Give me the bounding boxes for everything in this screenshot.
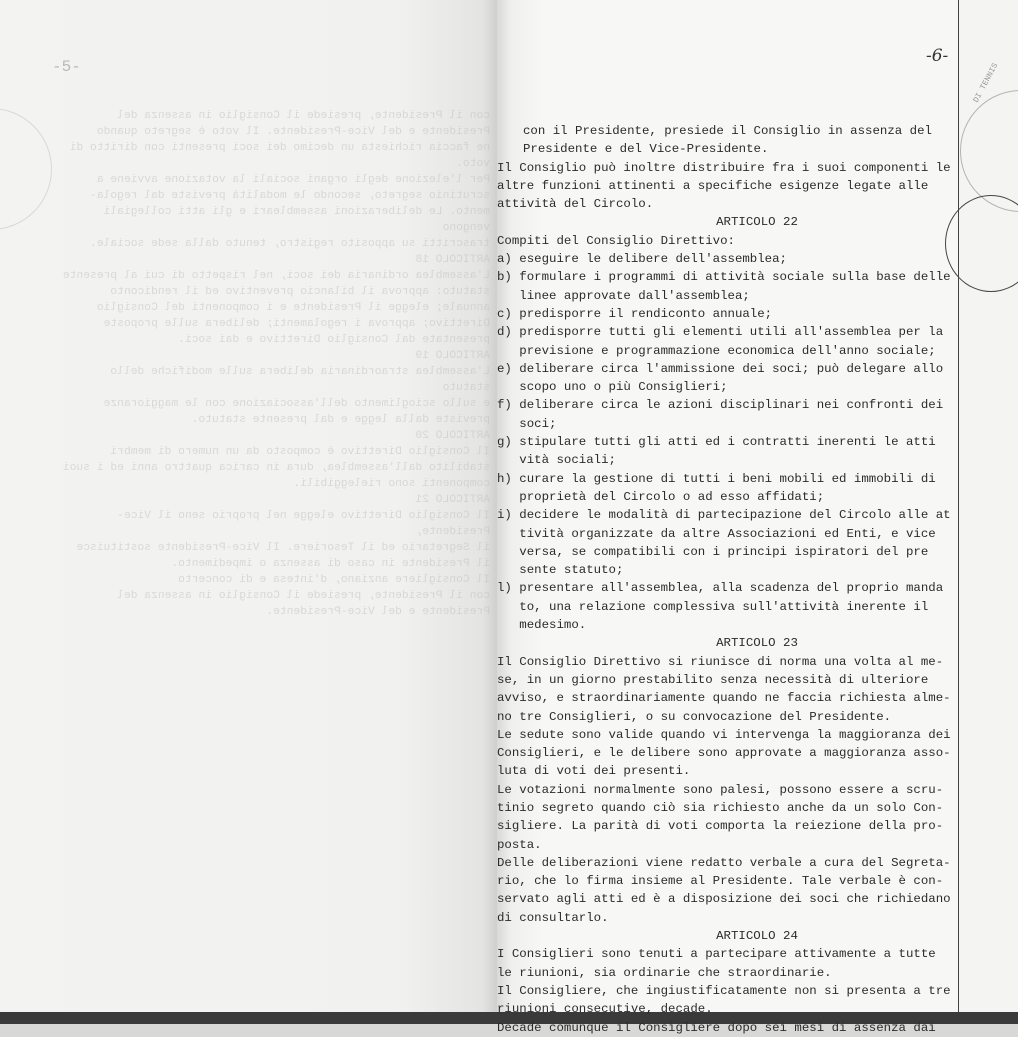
text-line: Le votazioni normalmente sono palesi, possono essere a scru- xyxy=(497,782,944,797)
text-line: soci; xyxy=(497,416,557,431)
bleed-line: con il Presidente, presiede il Consiglio in assenza del xyxy=(117,110,490,122)
text-line: attività del Circolo. xyxy=(497,197,654,212)
text-line: Consiglieri, e le delibere sono approvate a maggioranza asso- xyxy=(497,746,951,761)
bleed-line: ARTICOLO 18 xyxy=(415,254,490,266)
text-line: di consultarlo. xyxy=(497,910,609,925)
text-line: Il Consiglio Direttivo si riunisce di norma una volta al me- xyxy=(497,654,944,669)
bleed-line: Presidente e del Vice-Presidente. Il voto è segreto quando xyxy=(96,126,490,138)
text-line: no tre Consiglieri, o su convocazione del Presidente. xyxy=(497,709,892,724)
bleed-line: Presidente e del Vice-Presidente. xyxy=(266,606,490,618)
text-line: avviso, e straordinariamente quando ne faccia richiesta alme- xyxy=(497,691,951,706)
page-number-right: -6- xyxy=(926,46,949,66)
text-line: Decade comunque il Consigliere dopo sei mesi di assenza dai xyxy=(497,1020,936,1035)
text-line: tività organizzate da altre Associazioni ed Enti, e vice xyxy=(497,526,936,541)
bleed-line: trascritti su apposito registro, tenuto dalla sede sociale. xyxy=(90,238,490,250)
text-line: proprietà del Circolo o ad esso affidati; xyxy=(497,489,825,504)
text-line: Il Consiglio può inoltre distribuire fra i suoi componenti le xyxy=(497,160,951,175)
text-line: vità sociali; xyxy=(497,453,616,468)
bleed-line: L'assemblea ordinaria dei soci, nel rispetto di cui al presente xyxy=(62,270,490,282)
text-line: previsione e programmazione economica dell'anno sociale; xyxy=(497,343,936,358)
text-line: sente statuto; xyxy=(497,563,624,578)
text-line: le riunioni, sia ordinarie che straordinarie. xyxy=(497,965,832,980)
text-line: Presidente e del Vice-Presidente. xyxy=(523,142,769,157)
bleed-line: Direttivo; approva i regolamenti; delibera sulle proposte xyxy=(103,318,490,330)
text-line: to, una relazione complessiva sull'attività inerente il xyxy=(497,599,929,614)
bleed-line: Il Consigliere anziano, d'intesa e di concerto xyxy=(178,574,490,586)
text-line: con il Presidente, presiede il Consiglio in assenza del xyxy=(523,124,932,138)
text-line: f) deliberare circa le azioni disciplinari nei confronti dei xyxy=(497,398,944,413)
article-heading: ARTICOLO 22 xyxy=(716,215,798,230)
bleed-line: previste dalla legge e dal presente statuto. xyxy=(191,414,490,426)
bleed-line: L'assemblea straordinaria delibera sulle modifiche dello statuto xyxy=(103,366,490,394)
bleed-line: statuto: approva il bilancio preventivo ed il rendiconto xyxy=(110,286,490,298)
text-line: versa, se compatibili con i principi ispiratori del pre xyxy=(497,544,929,559)
text-line: I Consiglieri sono tenuti a partecipare attivamente a tutte xyxy=(497,947,936,962)
text-line: riunioni consecutive, decade. xyxy=(497,1002,713,1017)
page-number-left: -5- xyxy=(52,58,81,76)
bleed-line: presentate dal Consiglio Direttivo e dai soci. xyxy=(178,334,490,346)
bleed-line: ARTICOLO 20 xyxy=(415,430,490,442)
bleed-line: Il Consiglio Direttivo elegge nel proprio seno il Vice-Presidente, xyxy=(117,510,490,538)
text-line: i) decidere le modalità di partecipazione del Circolo alle at xyxy=(497,508,951,523)
text-line: tinio segreto quando ciò sia richiesto anche da un solo Con- xyxy=(497,800,944,815)
text-line: c) predisporre il rendiconto annuale; xyxy=(497,306,773,321)
text-line: e) deliberare circa l'ammissione dei soci; può delegare allo xyxy=(497,361,944,376)
bleed-line: Per l'elezione degli organi sociali la votazione avviene a xyxy=(96,174,490,186)
text-line: l) presentare all'assemblea, alla scadenza del proprio manda xyxy=(497,581,944,596)
bleed-line: il Presidente in caso di assenza o impedimento. xyxy=(171,558,490,570)
bleed-line: stabilito dall'assemblea, dura in carica quattro anni ed i suoi xyxy=(62,462,490,474)
bleed-through-text xyxy=(60,108,490,988)
article-heading: ARTICOLO 23 xyxy=(716,636,798,651)
bleed-line: componenti sono rieleggibili. xyxy=(293,478,490,490)
text-line: sigliere. La parità di voti comporta la reiezione della pro- xyxy=(497,819,944,834)
bleed-line: scrutinio segreto, secondo le modalità previste dal regola- xyxy=(90,190,490,202)
bleed-line: Il Consiglio Direttivo è composto da un numero di membri xyxy=(110,446,490,458)
text-line: servato agli atti ed è a disposizione dei soci che richiedano xyxy=(497,892,951,907)
text-line: altre funzioni attinenti a specifiche esigenze legate alle xyxy=(497,178,929,193)
text-line: a) eseguire le delibere dell'assemblea; xyxy=(497,252,787,267)
text-line: h) curare la gestione di tutti i beni mobili ed immobili di xyxy=(497,471,936,486)
text-line: d) predisporre tutti gli elementi utili all'assemblea per la xyxy=(497,325,944,340)
bleed-line: ARTICOLO 21 xyxy=(415,494,490,506)
text-line: Delle deliberazioni viene redatto verbale a cura del Segreta- xyxy=(497,855,951,870)
text-line: se, in un giorno prestabilito senza necessità di ulteriore xyxy=(497,672,929,687)
text-line: b) formulare i programmi di attività sociale sulla base delle xyxy=(497,270,951,285)
document-body xyxy=(497,122,957,1037)
text-line: posta. xyxy=(497,837,542,852)
text-line: Compiti del Consiglio Direttivo: xyxy=(497,233,735,248)
bleed-line: mento. Le deliberazioni assembleari e gli atti collegiali vengono xyxy=(96,206,490,234)
text-line: luta di voti dei presenti. xyxy=(497,764,691,779)
stamp-seal-text: DI TENNIS xyxy=(972,61,1001,105)
bleed-line: il Segretario ed il Tesoriere. Il Vice-Presidente sostituisce xyxy=(76,542,490,554)
bleed-line: ARTICOLO 19 xyxy=(415,350,490,362)
text-line: g) stipulare tutti gli atti ed i contratti inerenti le atti xyxy=(497,435,936,450)
article-heading: ARTICOLO 24 xyxy=(716,929,798,944)
text-line: Le sedute sono valide quando vi intervenga la maggioranza dei xyxy=(497,727,951,742)
bleed-line: ne faccia richiesta un decimo dei soci presenti con diritto di voto. xyxy=(62,142,490,170)
bleed-line: annuale; elegge il Presidente e i componenti del Consiglio xyxy=(96,302,490,314)
bleed-line: e sullo scioglimento dell'associazione con le maggioranze xyxy=(103,398,490,410)
text-line: rio, che lo firma insieme al Presidente. Tale verbale è con- xyxy=(497,874,944,889)
text-line: Il Consigliere, che ingiustificatamente non si presenta a tre xyxy=(497,983,951,998)
bleed-line: con il Presidente, presiede il Consiglio in assenza del xyxy=(117,590,490,602)
text-line: linee approvate dall'assemblea; xyxy=(497,288,750,303)
text-line: medesimo. xyxy=(497,618,587,633)
text-line: scopo uno o più Consiglieri; xyxy=(497,380,728,395)
